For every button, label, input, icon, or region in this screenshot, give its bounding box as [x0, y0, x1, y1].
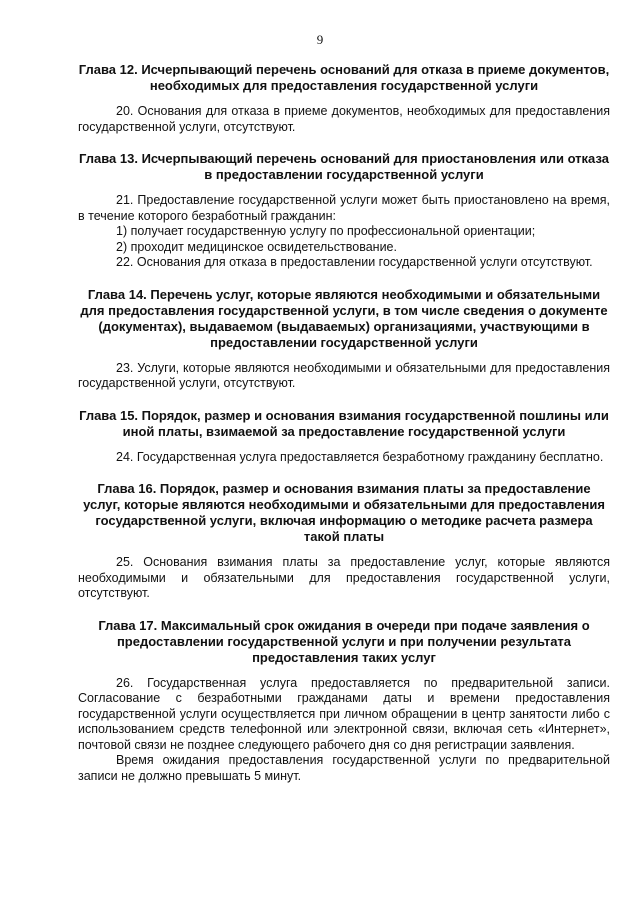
paragraph: 21. Предоставление государственной услуги может быть приостановлено на время, в течение которого безработный гражданин:: [78, 193, 610, 223]
list-item: 2) проходит медицинское освидетельствование.: [116, 239, 397, 254]
paragraph: 22. Основания для отказа в предоставлении государственной услуги отсутствуют.: [116, 255, 593, 269]
page-number: 9: [316, 32, 324, 47]
chapter-heading: Глава 14. Перечень услуг, которые являются необходимыми и обязательными для предоставления государственной услуги, в том числе сведения о документе (документах), выдаваемом (выдаваемых) организациями, участвующими в предоставлении государственной услуги: [80, 286, 608, 350]
chapter-15: [78, 408, 610, 466]
chapter-heading: Глава 12. Исчерпывающий перечень оснований для отказа в приеме документов, необходимых для предоставления государственной услуги: [78, 62, 610, 93]
paragraph: 24. Государственная услуга предоставляется безработному гражданину бесплатно.: [116, 449, 604, 464]
document-body: [78, 62, 610, 800]
chapter-heading: Глава 13. Исчерпывающий перечень оснований для приостановления или отказа в предоставлении государственной услуги: [79, 151, 609, 182]
paragraph: 25. Основания взимания платы за предоставление услуг, которые являются необходимыми и обязательными для предоставления государственной услуги, отсутствуют.: [78, 555, 610, 600]
paragraph: Время ожидания предоставления государственной услуги по предварительной записи не должно превышать 5 минут.: [78, 753, 610, 783]
paragraph: 26. Государственная услуга предоставляется по предварительной записи. Согласование с безработными гражданами даты и времени предоставления государственной услуги осуществляется при личном обращении в центр занятости либо с использованием средств телефонной или электронной связи, включая сеть «Интернет», почтовой связи не позднее следующего рабочего дня со дня регистрации заявления.: [78, 675, 610, 752]
chapter-17: [78, 618, 610, 785]
chapter-14: [78, 287, 610, 392]
chapter-16: [78, 481, 610, 602]
chapter-13: [78, 151, 610, 271]
paragraph: 20. Основания для отказа в приеме документов, необходимых для предоставления государственной услуги, отсутствуют.: [78, 104, 610, 134]
chapter-heading: Глава 15. Порядок, размер и основания взимания государственной пошлины или иной платы, взимаемой за предоставление государственной услуги: [79, 407, 609, 439]
chapter-12: [78, 62, 610, 135]
paragraph: 23. Услуги, которые являются необходимыми и обязательными для предоставления государственной услуги, отсутствуют.: [78, 360, 610, 390]
list-item: 1) получает государственную услугу по профессиональной ориентации;: [116, 224, 536, 238]
chapter-heading: Глава 17. Максимальный срок ожидания в очереди при подаче заявления о предоставлении государственной услуги и при получении результата предоставления таких услуг: [98, 617, 590, 665]
chapter-heading: Глава 16. Порядок, размер и основания взимания платы за предоставление услуг, которые являются необходимыми и обязательными для предоставления государственной услуги, включая информацию о методике расчета размера такой платы: [83, 481, 605, 544]
